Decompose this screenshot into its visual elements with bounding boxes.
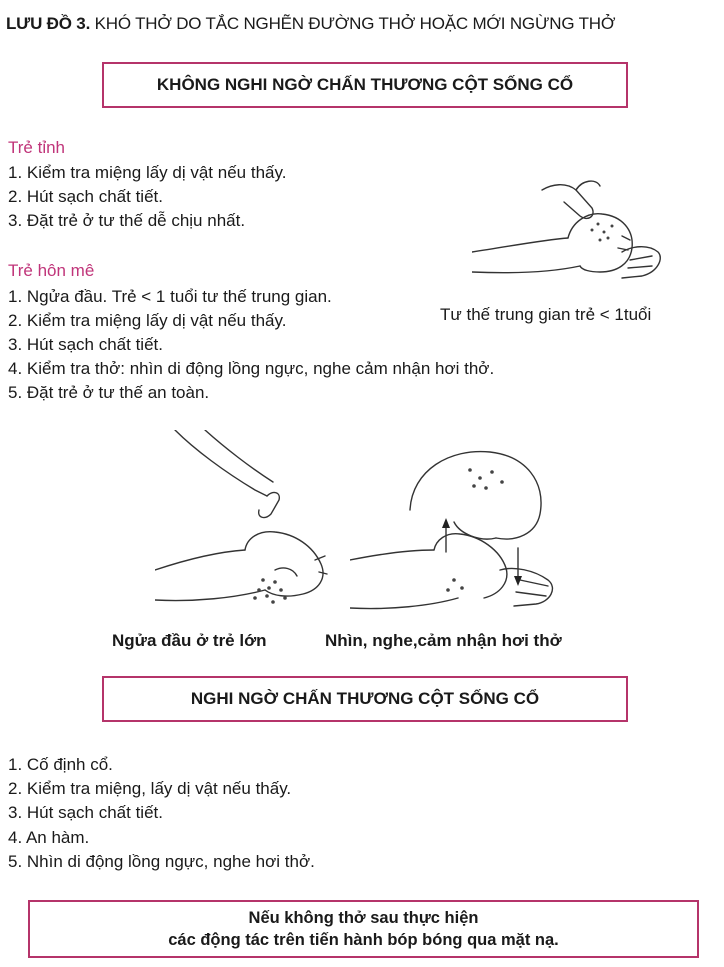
coma-child-label: Trẻ hôn mê [8, 261, 95, 280]
page-title [6, 14, 615, 34]
head-tilt-caption: Ngửa đầu ở trẻ lớn [112, 631, 267, 650]
footer-note-line1: Nếu không thở sau thực hiện [248, 909, 479, 927]
title-label: LƯU ĐỒ 3. [6, 14, 91, 33]
list-item: 4. Kiểm tra thở: nhìn di động lồng ngực, nghe cảm nhận hơi thở. [8, 359, 495, 378]
section-heading-spine-injury: NGHI NGỜ CHẤN THƯƠNG CỘT SỐNG CỔ [102, 676, 628, 722]
list-item: 4. An hàm. [8, 827, 90, 847]
footer-note-line2: các động tác trên tiến hành bóp bóng qua mặt nạ. [168, 931, 559, 949]
footer-note-box [28, 900, 699, 958]
list-item: 2. Hút sạch chất tiết. [8, 187, 163, 206]
infant-neutral-position-illustration [472, 160, 664, 295]
list-item: 5. Đặt trẻ ở tư thế an toàn. [8, 383, 210, 402]
awake-child-label: Trẻ tỉnh [8, 138, 66, 157]
list-item: 1. Cố định cổ. [8, 755, 113, 774]
infant-position-caption: Tư thế trung gian trẻ < 1tuổi [440, 305, 652, 324]
head-tilt-illustration [155, 430, 340, 620]
spine-injury-steps-list [8, 753, 315, 874]
list-item: 3. Hút sạch chất tiết. [8, 803, 163, 823]
list-item: 2. Kiểm tra miệng lấy dị vật nếu thấy. [8, 311, 287, 330]
look-listen-feel-caption: Nhìn, nghe,cảm nhận hơi thở [325, 631, 562, 650]
look-listen-feel-illustration [350, 430, 570, 620]
list-item: 5. Nhìn di động lồng ngực, nghe hơi thở. [8, 851, 315, 871]
list-item: 3. Hút sạch chất tiết. [8, 335, 163, 354]
list-item: 1. Ngửa đầu. Trẻ < 1 tuổi tư thế trung gian. [8, 287, 332, 306]
list-item: 3. Đặt trẻ ở tư thế dễ chịu nhất. [8, 211, 246, 230]
list-item: 2. Kiểm tra miệng, lấy dị vật nếu thấy. [8, 779, 292, 799]
list-item: 1. Kiểm tra miệng lấy dị vật nếu thấy. [8, 163, 287, 182]
title-text: KHÓ THỞ DO TẮC NGHẼN ĐƯỜNG THỞ HOẶC MỚI NGỪNG THỞ [90, 14, 616, 33]
section-heading-no-spine-injury: KHÔNG NGHI NGỜ CHẤN THƯƠNG CỘT SỐNG CỔ [102, 62, 628, 108]
awake-steps-list [8, 161, 286, 233]
coma-steps-list [8, 285, 494, 405]
